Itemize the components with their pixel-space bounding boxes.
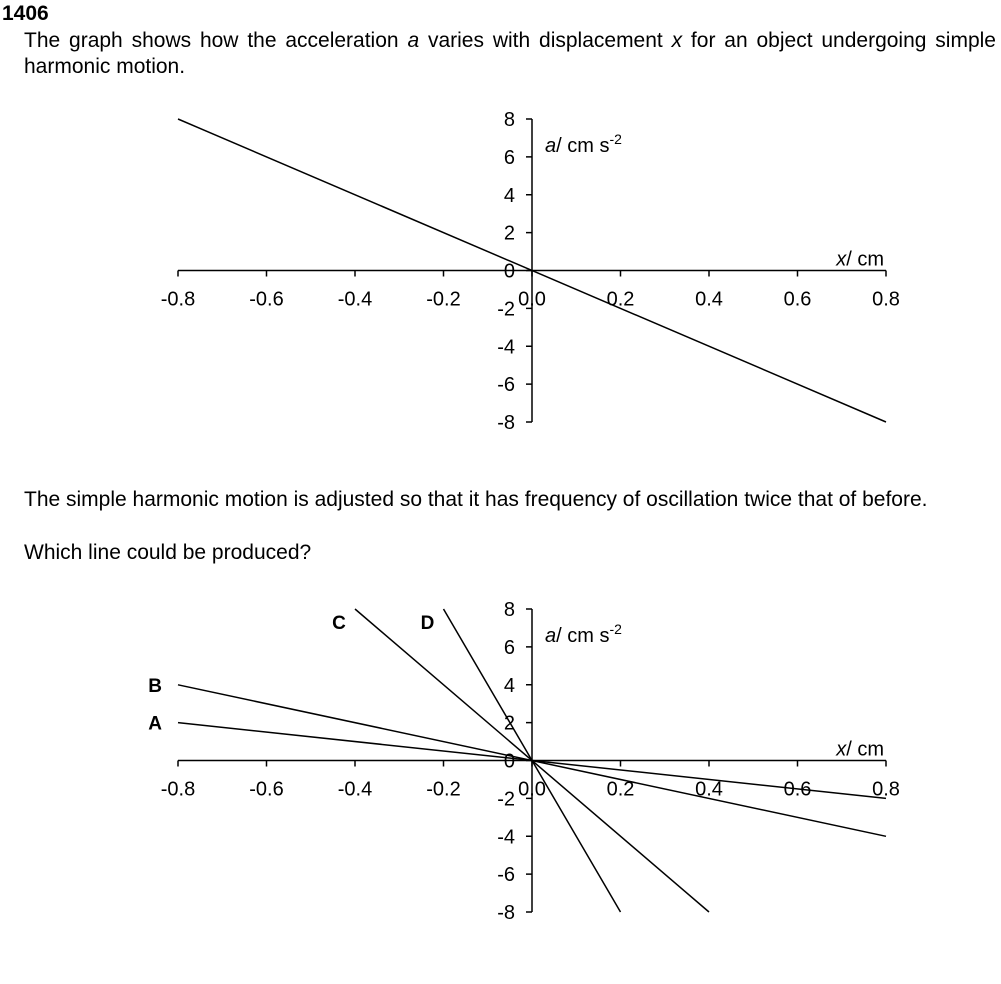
x-axis-label: x/ cm bbox=[836, 738, 884, 761]
x-tick-label: -0.8 bbox=[160, 288, 196, 311]
y-axis-label: a/ cm $s^{-2}$ bbox=[545, 131, 622, 157]
y-tick-label: 8 bbox=[503, 109, 515, 131]
y-tick-label: 2 bbox=[503, 712, 515, 735]
x-tick-label: 0.6 bbox=[783, 778, 812, 801]
y-tick-label: -2 bbox=[497, 788, 515, 811]
graph-original bbox=[0, 100, 1001, 440]
x-axis-label: x/ cm bbox=[836, 248, 884, 271]
y-tick-label: 4 bbox=[503, 674, 515, 697]
graph-options bbox=[0, 590, 1001, 924]
y-tick-label: 4 bbox=[503, 184, 515, 207]
x-tick-label: 0.8 bbox=[872, 288, 900, 311]
x-tick-label: 0.0 bbox=[518, 288, 546, 311]
x-tick-label: -0.6 bbox=[249, 288, 284, 311]
y-tick-label: 6 bbox=[503, 146, 515, 169]
question-intro: The graph shows how the acceleration a varies with displacement x for an object undergoing simple harmonic motion. bbox=[24, 29, 996, 78]
series-label-D: D bbox=[420, 613, 435, 634]
x-tick-label: 0.0 bbox=[518, 778, 546, 801]
x-tick-label: 0.4 bbox=[695, 778, 723, 801]
y-axis-label: a/ cm $s^{-2}$ bbox=[545, 621, 622, 647]
y-tick-label: -8 bbox=[497, 902, 515, 924]
series-label-B: B bbox=[148, 675, 162, 697]
x-tick-label: -0.6 bbox=[249, 778, 284, 801]
y-tick-label: -4 bbox=[497, 826, 515, 849]
y-tick-label: 0 bbox=[503, 750, 515, 773]
question-number: 1406 bbox=[2, 2, 49, 25]
x-tick-label: 0.2 bbox=[606, 778, 635, 801]
y-tick-label: -2 bbox=[497, 298, 515, 321]
y-tick-label: 6 bbox=[503, 636, 515, 659]
x-tick-label: 0.2 bbox=[606, 288, 635, 311]
y-tick-label: -4 bbox=[497, 336, 515, 359]
x-tick-label: -0.2 bbox=[426, 288, 461, 311]
y-tick-label: -6 bbox=[497, 374, 515, 397]
question-prompt: Which line could be produced? bbox=[24, 541, 312, 564]
question-change: The simple harmonic motion is adjusted so that it has frequency of oscillation twice that of before. bbox=[24, 488, 928, 511]
x-tick-label: -0.8 bbox=[160, 778, 196, 801]
series-label-C: C bbox=[332, 613, 346, 634]
series-label-A: A bbox=[148, 713, 162, 735]
y-tick-label: -6 bbox=[497, 864, 515, 887]
x-tick-label: 0.4 bbox=[695, 288, 723, 311]
x-tick-label: -0.2 bbox=[426, 778, 461, 801]
y-tick-label: 2 bbox=[503, 222, 515, 245]
y-tick-label: 8 bbox=[503, 599, 515, 621]
x-tick-label: -0.4 bbox=[337, 778, 373, 801]
y-tick-label: -8 bbox=[497, 412, 515, 434]
x-tick-label: 0.8 bbox=[872, 778, 900, 801]
y-tick-label: 0 bbox=[503, 260, 515, 283]
x-tick-label: 0.6 bbox=[783, 288, 812, 311]
x-tick-label: -0.4 bbox=[337, 288, 373, 311]
